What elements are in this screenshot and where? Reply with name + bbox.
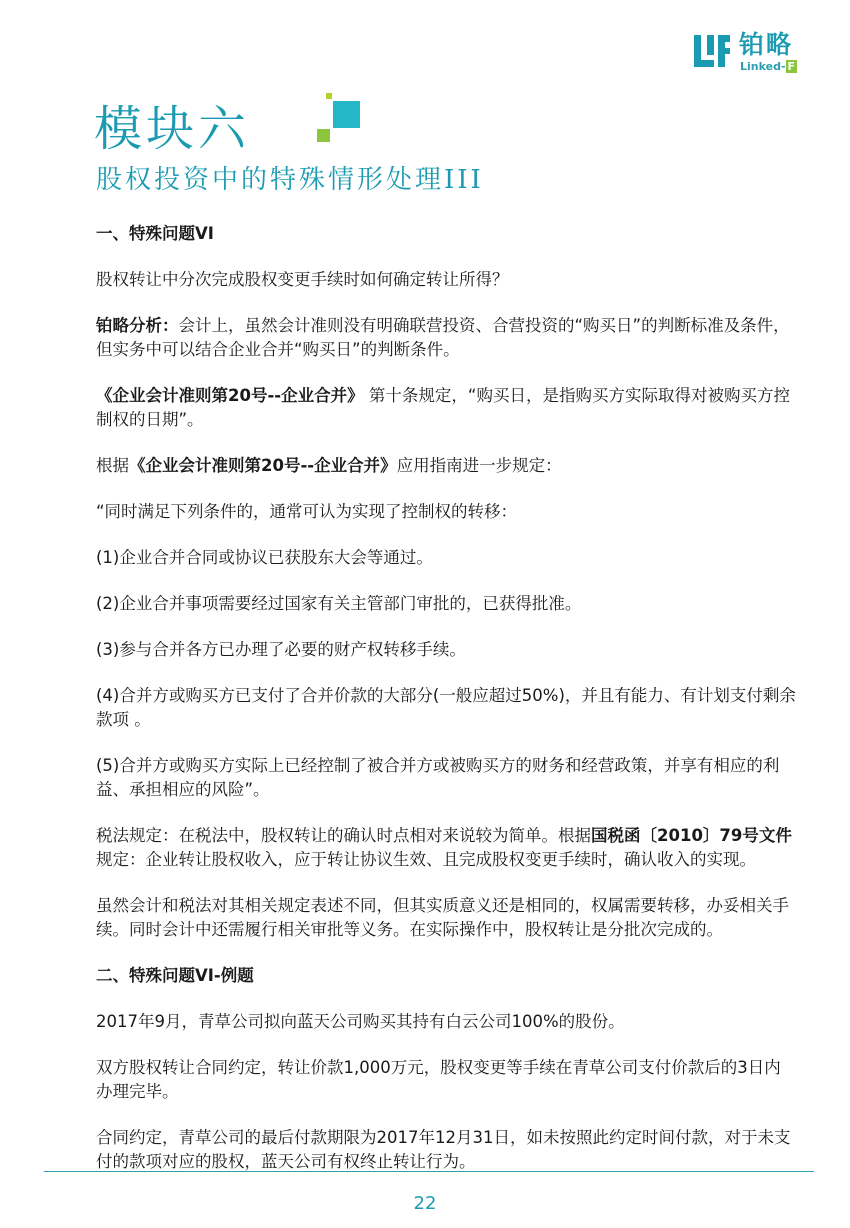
guide-name: 《企业会计准则第20号--企业合并》	[129, 456, 397, 475]
example-paragraph-1: 2017年9月，青草公司拟向蓝天公司购买其持有白云公司100%的股份。	[96, 1012, 625, 1031]
tax-document: 国税函〔2010〕79号文件	[591, 826, 792, 845]
brand-logo	[693, 30, 813, 76]
tax-paragraph	[96, 824, 796, 872]
logo-mark-icon	[693, 32, 731, 70]
section-heading-1: 一、特殊问题VI	[96, 224, 214, 243]
section-heading-2: 二、特殊问题VI-例题	[96, 966, 254, 985]
condition-3: (3)参与合并各方已办理了必要的财产权转移手续。	[96, 640, 466, 659]
summary-paragraph: 虽然会计和税法对其相关规定表述不同，但其实质意义还是相同的，权属需要转移，办妥相关手续。同时会计中还需履行相关审批等义务。在实际操作中，股权转让是分批次完成的。	[96, 896, 789, 939]
tax-pre: 税法规定：在税法中，股权转让的确认时点相对来说较为简单。根据	[96, 826, 591, 845]
example-paragraph-3: 合同约定，青草公司的最后付款期限为2017年12月31日，如未按照此约定时间付款，对于未支付的款项对应的股权，蓝天公司有权终止转让行为。	[96, 1128, 791, 1171]
quote-paragraph: “同时满足下列条件的，通常可认为实现了控制权的转移：	[96, 502, 518, 521]
analysis-paragraph	[96, 314, 796, 362]
decor-square-green	[317, 129, 330, 142]
footer-divider	[44, 1171, 814, 1172]
module-subtitle: 股权投资中的特殊情形处理III	[96, 165, 484, 195]
condition-1: (1)企业合并合同或协议已获股东大会等通过。	[96, 548, 433, 567]
guide-post: 应用指南进一步规定：	[396, 456, 562, 475]
decor-square-large	[333, 101, 360, 128]
example-paragraph-2: 双方股权转让合同约定，转让价款1,000万元，股权变更等手续在青草公司支付价款后的3日内办理完毕。	[96, 1058, 781, 1101]
condition-5: (5)合并方或购买方实际上已经控制了被合并方或被购买方的财务和经营政策，并享有相应的利益、承担相应的风险”。	[96, 756, 780, 799]
page-number: 22	[413, 1193, 437, 1214]
condition-4: (4)合并方或购买方已支付了合并价款的大部分(一般应超过50%)，并且有能力、有计划支付剩余款项 。	[96, 686, 796, 729]
logo-text-cn: 铂略	[739, 30, 794, 59]
module-title: 模块六	[94, 101, 251, 157]
standard-text: 第十条规定，“购买日，是指购买方实际取得对被购买方控制权的日期”。	[96, 386, 790, 429]
decor-square-small	[326, 93, 332, 99]
question-paragraph: 股权转让中分次完成股权变更手续时如何确定转让所得？	[96, 270, 509, 289]
logo-text-en	[740, 61, 797, 73]
logo-text-en-main: Linked-	[740, 60, 786, 73]
standard-paragraph	[96, 384, 796, 432]
guide-paragraph	[96, 454, 796, 478]
analysis-label: 铂略分析：	[96, 316, 179, 335]
analysis-text: 会计上，虽然会计准则没有明确联营投资、合营投资的“购买日”的判断标准及条件，但实务中可以结合企业合并“购买日”的判断条件。	[96, 316, 790, 359]
tax-post: 规定：企业转让股权收入，应于转让协议生效、且完成股权变更手续时，确认收入的实现。	[96, 850, 756, 869]
standard-name: 《企业会计准则第20号--企业合并》	[96, 386, 364, 405]
logo-text-en-accent: F	[787, 60, 796, 73]
condition-2: (2)企业合并事项需要经过国家有关主管部门审批的，已获得批准。	[96, 594, 582, 613]
guide-pre: 根据	[96, 456, 129, 475]
body-content	[96, 222, 796, 1174]
